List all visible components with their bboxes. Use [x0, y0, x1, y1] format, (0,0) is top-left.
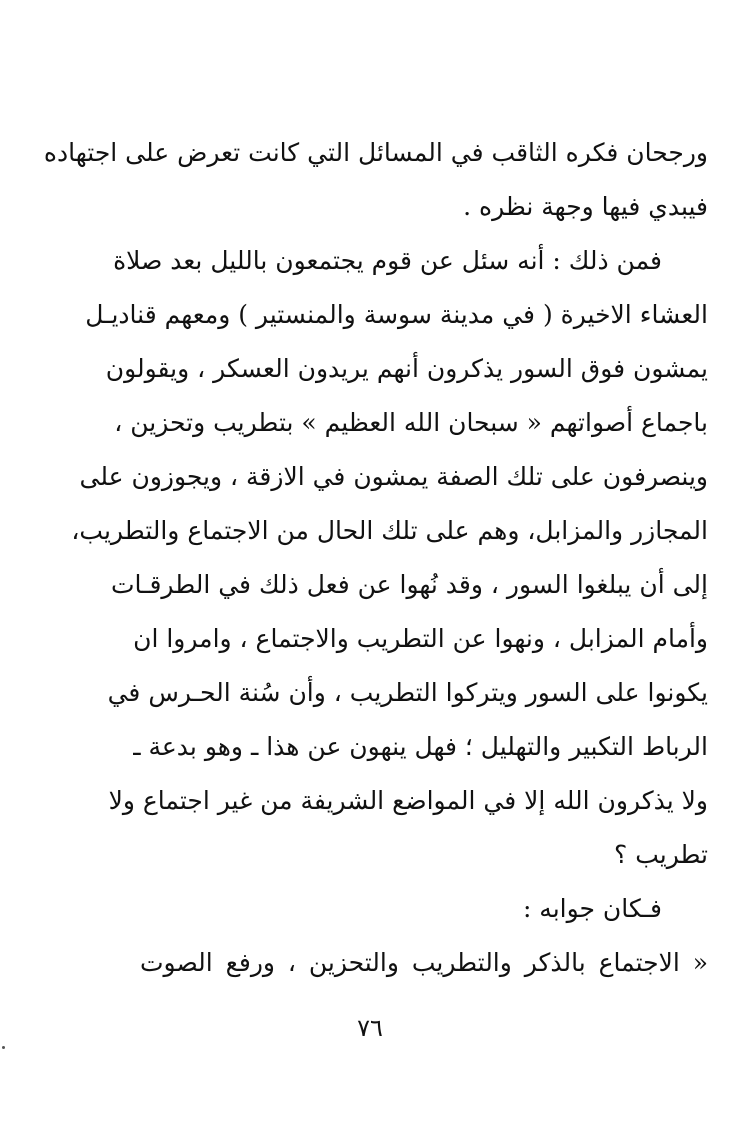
text-line: إلى أن يبلغوا السور ، وقد نُهوا عن فعل ذلك في الطرقـات — [110, 570, 708, 599]
text-line: باجماع أصواتهم « سبحان الله العظيم » بتطريب وتحزين ، — [114, 408, 708, 437]
text-line: يمشون فوق السور يذكرون أنهم يريدون العسكر ، ويقولون — [105, 354, 708, 383]
scan-speck — [2, 1046, 5, 1049]
text-line: العشاء الاخيرة ( في مدينة سوسة والمنستير ) ومعهم قناديـل — [85, 300, 708, 329]
text-line: وأمام المزابل ، ونهوا عن التطريب والاجتماع ، وامروا ان — [133, 624, 708, 653]
body-text — [43, 126, 708, 990]
text-line: ورجحان فكره الثاقب في المسائل التي كانت تعرض على اجتهاده — [43, 138, 708, 167]
page-number: ٧٦ — [357, 1014, 383, 1042]
text-line: يكونوا على السور ويتركوا التطريب ، وأن سُنة الحـرس في — [107, 678, 708, 707]
text-line: فيبدي فيها وجهة نظره . — [463, 192, 708, 221]
answer-heading: فـكان جوابه : — [522, 894, 662, 923]
text-line: الرباط التكبير والتهليل ؛ فهل ينهون عن هذا ـ وهو بدعة ـ — [133, 732, 708, 761]
text-line: وينصرفون على تلك الصفة يمشون في الازقة ، ويجوزون على — [79, 462, 708, 491]
quote-line: « الاجتماع بالذكر والتطريب والتحزين ، ورفع الصوت — [140, 948, 708, 977]
text-line: ولا يذكرون الله إلا في المواضع الشريفة من غير اجتماع ولا — [108, 786, 708, 815]
text-line: تطريب ؟ — [614, 840, 708, 869]
text-line: المجازر والمزابل، وهم على تلك الحال من الاجتماع والتطريب، — [71, 516, 708, 545]
paragraph-start-line: فمن ذلك : أنه سئل عن قوم يجتمعون بالليل بعد صلاة — [113, 246, 662, 275]
